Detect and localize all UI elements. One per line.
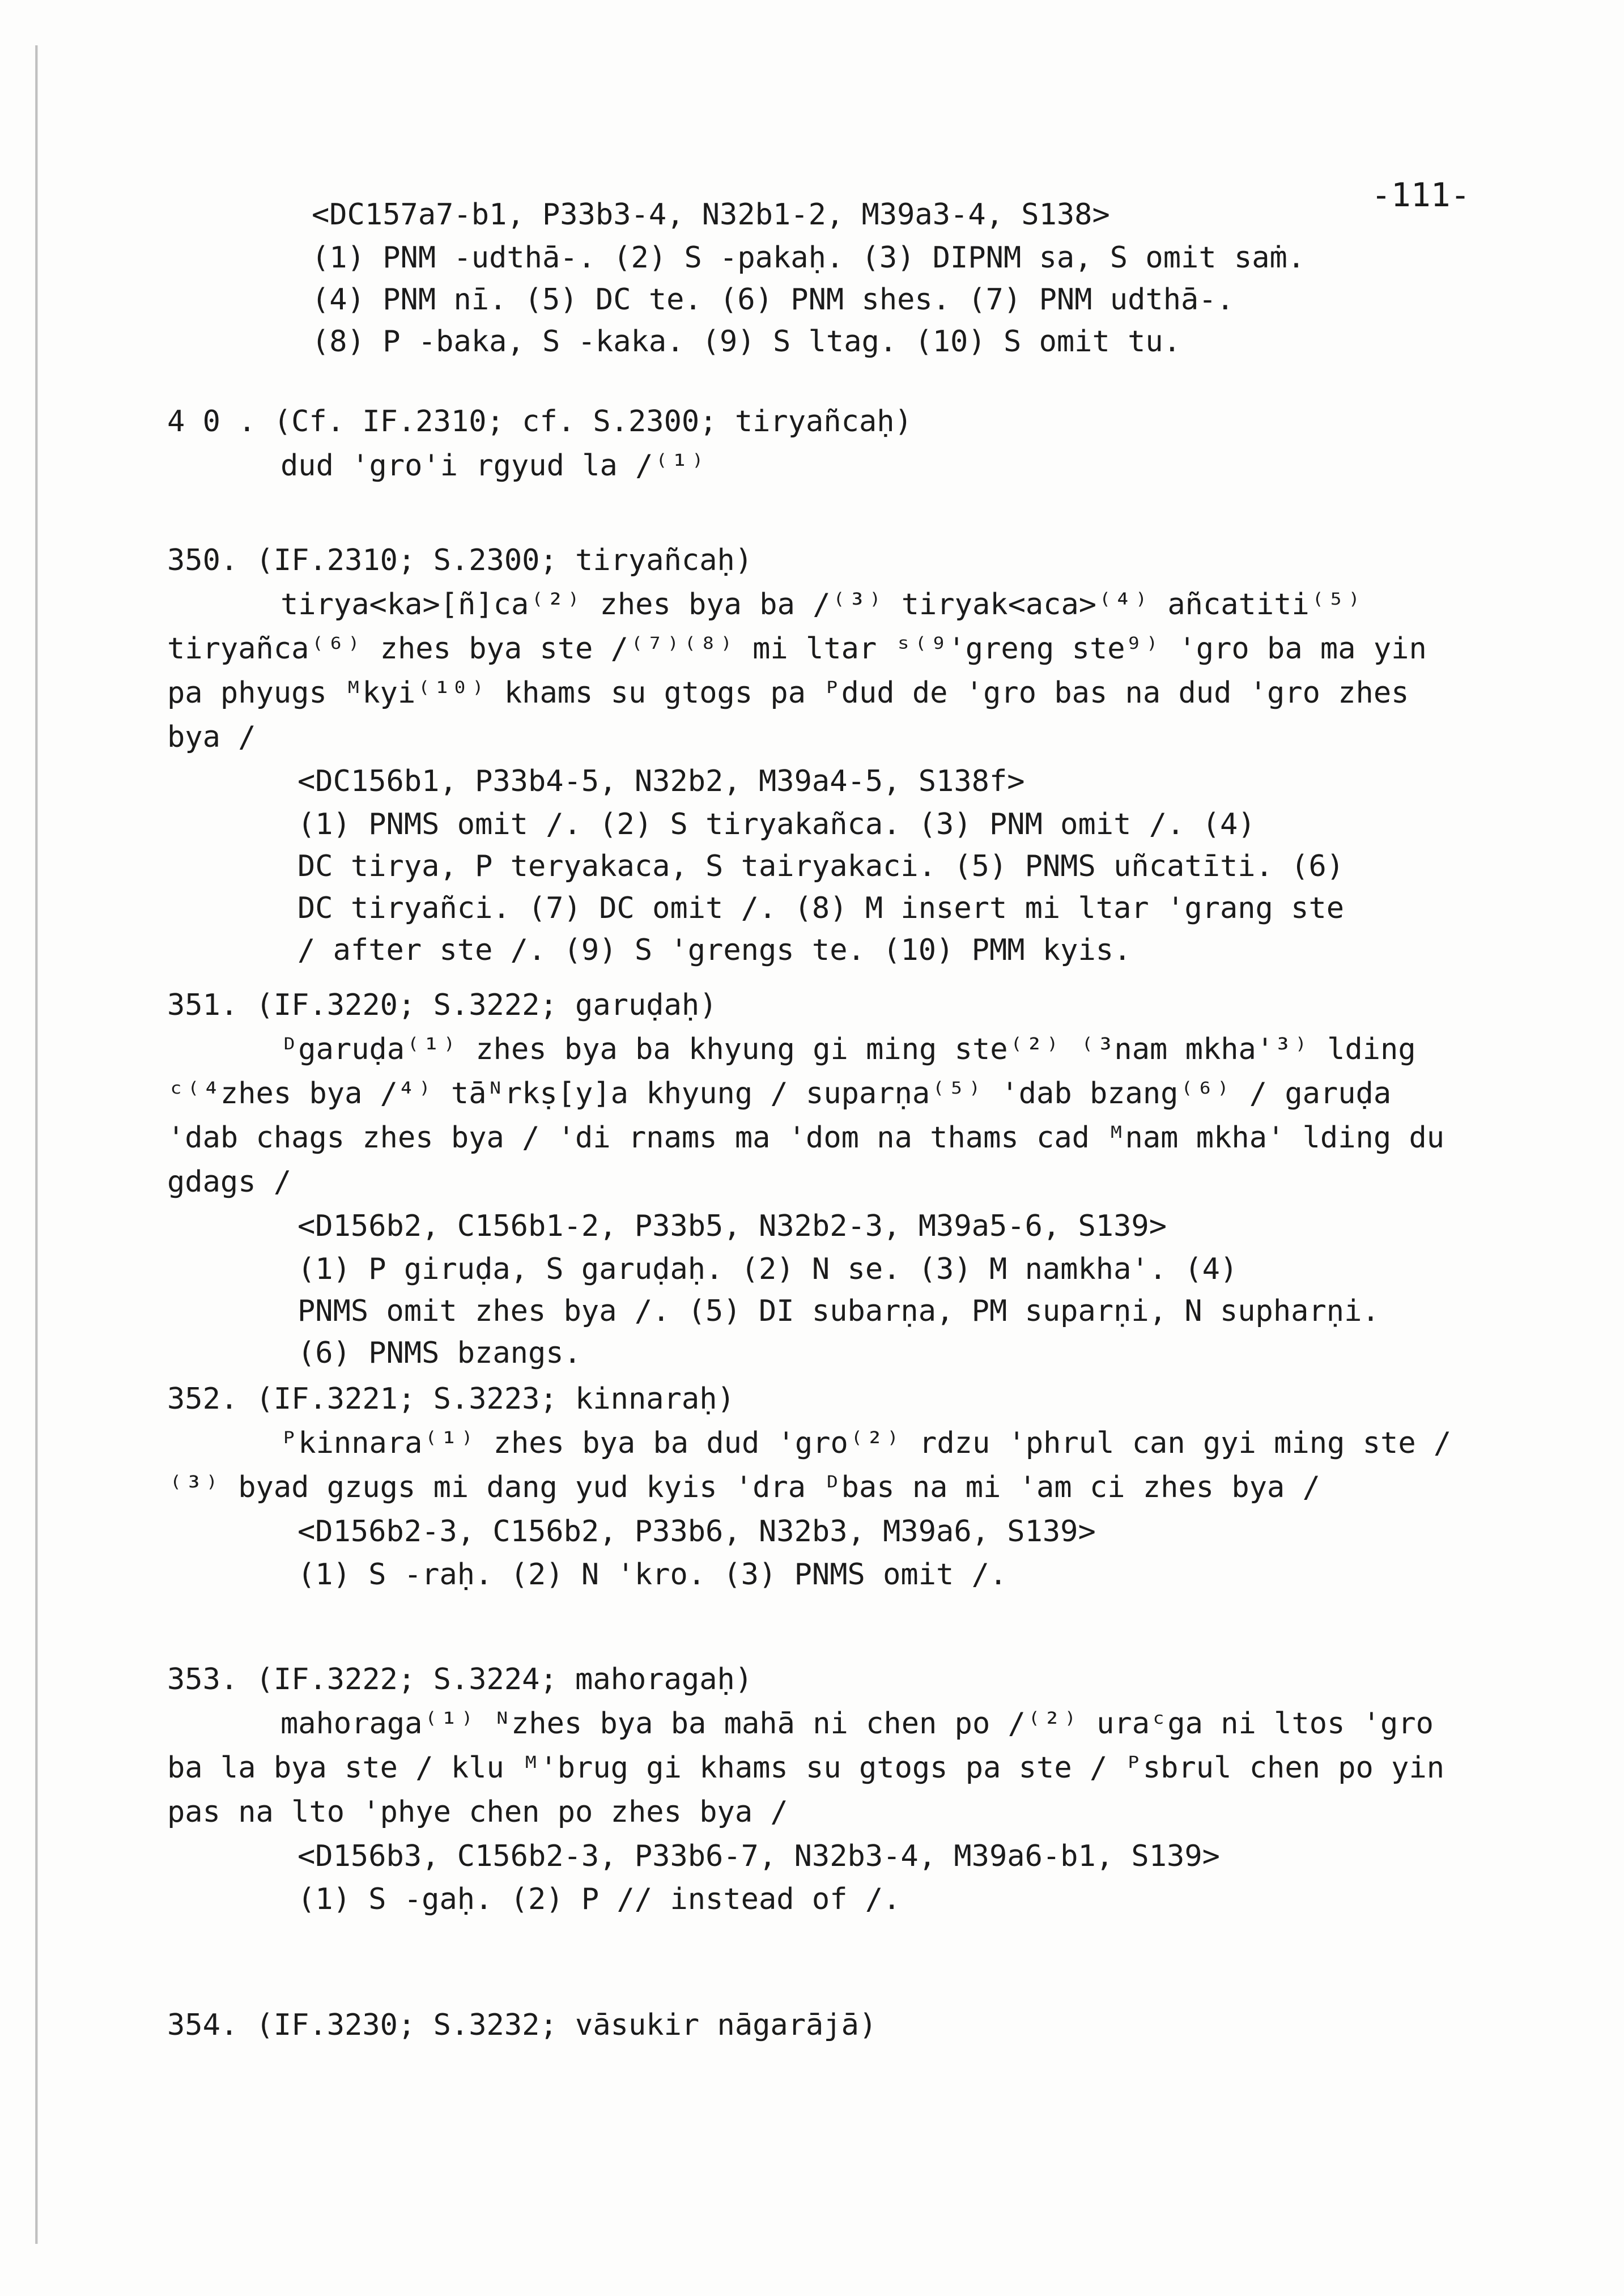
page-number: -111- <box>1371 176 1470 214</box>
note-line: (1) P giruḍa, S garuḍaḥ. (2) N se. (3) M namkha'. (4) <box>297 1252 1238 1286</box>
entry-head: 352. (IF.3221; S.3223; kinnaraḥ) <box>167 1382 735 1416</box>
entry-body: mahoraga⁽¹⁾ ᴺzhes bya ba mahā ni chen po /⁽²⁾ uraᶜga ni ltos 'gro ba la bya ste / klu ᴹ'brug gi khams su gtogs pa ste / ᴾsbrul chen po yin pas na lto 'phye chen po zhes bya / <box>167 1707 1445 1829</box>
note-line: (1) PNMS omit /. (2) S tiryakañca. (3) PNM omit /. (4) <box>297 807 1256 841</box>
note-line: / after ste /. (9) S 'grengs te. (10) PMM kyis. <box>297 933 1132 967</box>
entry-notes <box>297 1248 1470 1374</box>
entry-head: 350. (IF.2310; S.2300; tiryañcaḥ) <box>167 543 753 577</box>
entry-354 <box>167 2003 1470 2047</box>
entry-352 <box>167 1377 1470 1596</box>
entry-notes <box>297 803 1470 971</box>
top-notes <box>312 237 1473 363</box>
note-line: PNMS omit zhes bya /. (5) DI subarṇa, PM suparṇi, N supharṇi. <box>297 1294 1380 1328</box>
entry-head: 353. (IF.3222; S.3224; mahoragaḥ) <box>167 1663 753 1697</box>
entry-350 <box>167 538 1470 971</box>
entry-body: ᴰgaruḍa⁽¹⁾ zhes bya ba khyung gi ming ste⁽²⁾ ⁽³nam mkha'³⁾ lding ᶜ⁽⁴zhes bya /⁴⁾ tāᴺrkṣ[y]a khyung / suparṇa⁽⁵⁾ 'dab bzang⁽⁶⁾ / garuḍa 'dab chags zhes bya / 'di rnams ma 'dom na thams cad ᴹnam mkha' lding du gdags / <box>167 1032 1445 1199</box>
top-block <box>312 193 1473 363</box>
note-line: DC tiryañci. (7) DC omit /. (8) M insert mi ltar 'grang ste <box>297 891 1345 925</box>
note-line: (6) PNMS bzangs. <box>297 1336 581 1370</box>
entry-353 <box>167 1657 1470 1920</box>
entry-refs: <D156b2, C156b1-2, P33b5, N32b2-3, M39a5-6, S139> <box>297 1209 1167 1243</box>
entry-body: tirya<ka>[ñ]ca⁽²⁾ zhes bya ba /⁽³⁾ tiryak<aca>⁽⁴⁾ añcatiti⁽⁵⁾ tiryañca⁽⁶⁾ zhes bya ste /⁽⁷⁾⁽⁸⁾ mi ltar ˢ⁽⁹'greng ste⁹⁾ 'gro ba ma yin pa phyugs ᴹkyi⁽¹⁰⁾ khams su gtogs pa ᴾdud de 'gro bas na dud 'gro zhes bya / <box>167 588 1427 754</box>
note-line: (1) S -raḥ. (2) N 'kro. (3) PNMS omit /. <box>297 1558 1007 1592</box>
top-note-line: (4) PNM nī. (5) DC te. (6) PNM shes. (7) PNM udthā-. <box>312 283 1234 317</box>
note-line: DC tirya, P teryakaca, S tairyakaci. (5) PNMS uñcatīti. (6) <box>297 849 1345 883</box>
entry-refs: <DC156b1, P33b4-5, N32b2, M39a4-5, S138f> <box>297 764 1025 798</box>
entry-head: 4 0 . (Cf. IF.2310; cf. S.2300; tiryañcaḥ) <box>167 405 912 439</box>
entry-refs: <D156b2-3, C156b2, P33b6, N32b3, M39a6, S139> <box>297 1515 1096 1549</box>
entry-351 <box>167 983 1470 1374</box>
entry-notes <box>297 1878 1470 1920</box>
entry-head: 354. (IF.3230; S.3232; vāsukir nāgarājā) <box>167 2008 877 2042</box>
top-note-line: (1) PNM -udthā-. (2) S -pakaḥ. (3) DIPNM sa, S omit saṁ. <box>312 241 1306 275</box>
top-note-line: (8) P -baka, S -kaka. (9) S ltag. (10) S omit tu. <box>312 325 1181 359</box>
entry-refs: <D156b3, C156b2-3, P33b6-7, N32b3-4, M39a6-b1, S139> <box>297 1839 1220 1873</box>
entry-40 <box>167 399 1470 488</box>
top-refs: <DC157a7-b1, P33b3-4, N32b1-2, M39a3-4, S138> <box>312 198 1110 232</box>
entry-body: ᴾkinnara⁽¹⁾ zhes bya ba dud 'gro⁽²⁾ rdzu 'phrul can gyi ming ste /⁽³⁾ byad gzugs mi dang yud kyis 'dra ᴰbas na mi 'am ci zhes bya / <box>167 1426 1452 1504</box>
entry-body: dud 'gro'i rgyud la /⁽¹⁾ <box>280 449 707 483</box>
note-line: (1) S -gaḥ. (2) P // instead of /. <box>297 1882 901 1916</box>
entry-head: 351. (IF.3220; S.3222; garuḍaḥ) <box>167 988 717 1022</box>
page-spine-shadow <box>35 45 38 2244</box>
entry-notes <box>297 1554 1470 1596</box>
